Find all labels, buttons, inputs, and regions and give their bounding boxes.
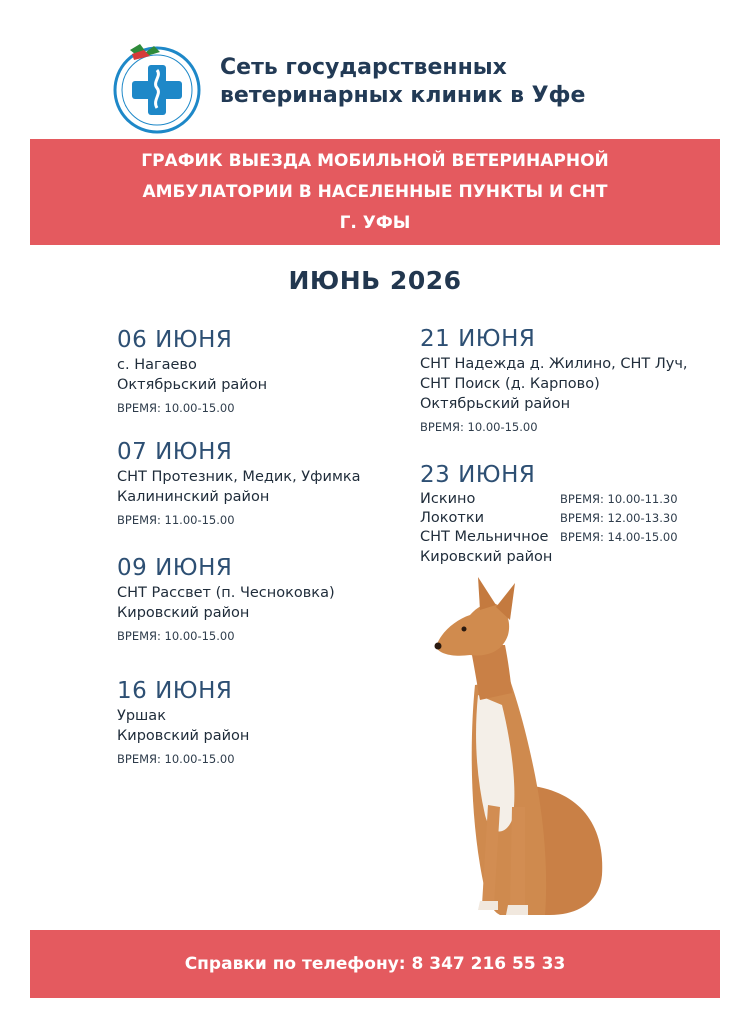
banner-line1: ГРАФИК ВЫЕЗДА МОБИЛЬНОЙ ВЕТЕРИНАРНОЙ bbox=[141, 150, 609, 171]
entry-district: Октябрьский район bbox=[117, 377, 268, 393]
entry-location: СНТ Мельничное bbox=[420, 529, 549, 545]
entry-district: Октябрьский район bbox=[420, 396, 571, 412]
entry-time: ВРЕМЯ: 10.00-11.30 bbox=[560, 492, 678, 506]
entry-date: 06 ИЮНЯ bbox=[117, 327, 233, 353]
dog-illustration bbox=[430, 575, 615, 925]
entry-location: Искино bbox=[420, 491, 476, 507]
entry-row bbox=[420, 490, 678, 509]
entry-row bbox=[420, 528, 678, 547]
schedule-entry-09 bbox=[117, 553, 335, 643]
entry-location: СНТ Надежда д. Жилино, СНТ Луч, bbox=[420, 356, 688, 372]
schedule-entry-23 bbox=[420, 460, 678, 567]
organization-name bbox=[220, 54, 585, 110]
org-name-line2: ветеринарных клиник в Уфе bbox=[220, 83, 586, 108]
entry-date: 16 ИЮНЯ bbox=[117, 678, 233, 704]
entry-location: с. Нагаево bbox=[117, 357, 197, 373]
entry-district: Кировский район bbox=[117, 605, 250, 621]
entry-location: СНТ Поиск (д. Карпово) bbox=[420, 376, 600, 392]
org-name-line1: Сеть государственных bbox=[220, 55, 507, 80]
schedule-entry-16 bbox=[117, 676, 249, 766]
banner-line3: Г. УФЫ bbox=[339, 212, 411, 233]
schedule-entry-06 bbox=[117, 325, 267, 415]
entry-district: Кировский район bbox=[117, 728, 250, 744]
phone-footer: Справки по телефону: 8 347 216 55 33 bbox=[30, 930, 720, 998]
entry-time: ВРЕМЯ: 10.00-15.00 bbox=[117, 629, 235, 643]
entry-location: СНТ Рассвет (п. Чесноковка) bbox=[117, 585, 335, 601]
entry-location: СНТ Протезник, Медик, Уфимка bbox=[117, 469, 361, 485]
entry-time: ВРЕМЯ: 10.00-15.00 bbox=[420, 420, 538, 434]
entry-time: ВРЕМЯ: 11.00-15.00 bbox=[117, 513, 235, 527]
entry-date: 07 ИЮНЯ bbox=[117, 439, 233, 465]
clinic-logo-icon bbox=[110, 40, 204, 134]
entry-time: ВРЕМЯ: 12.00-13.30 bbox=[560, 511, 678, 525]
entry-district: Кировский район bbox=[420, 549, 553, 565]
schedule-entry-07 bbox=[117, 437, 361, 527]
entry-date: 21 ИЮНЯ bbox=[420, 326, 536, 352]
schedule-title-banner bbox=[30, 139, 720, 245]
entry-date: 09 ИЮНЯ bbox=[117, 555, 233, 581]
month-heading: ИЮНЬ 2026 bbox=[288, 266, 462, 295]
schedule-entry-21 bbox=[420, 324, 688, 434]
entry-district: Калининский район bbox=[117, 489, 270, 505]
entry-time: ВРЕМЯ: 10.00-15.00 bbox=[117, 752, 235, 766]
entry-location: Локотки bbox=[420, 510, 485, 526]
entry-time: ВРЕМЯ: 14.00-15.00 bbox=[560, 530, 678, 544]
entry-time: ВРЕМЯ: 10.00-15.00 bbox=[117, 401, 235, 415]
entry-row bbox=[420, 509, 678, 528]
entry-location: Уршак bbox=[117, 708, 166, 724]
banner-line2: АМБУЛАТОРИИ В НАСЕЛЕННЫЕ ПУНКТЫ И СНТ bbox=[142, 181, 608, 202]
entry-date: 23 ИЮНЯ bbox=[420, 462, 536, 488]
